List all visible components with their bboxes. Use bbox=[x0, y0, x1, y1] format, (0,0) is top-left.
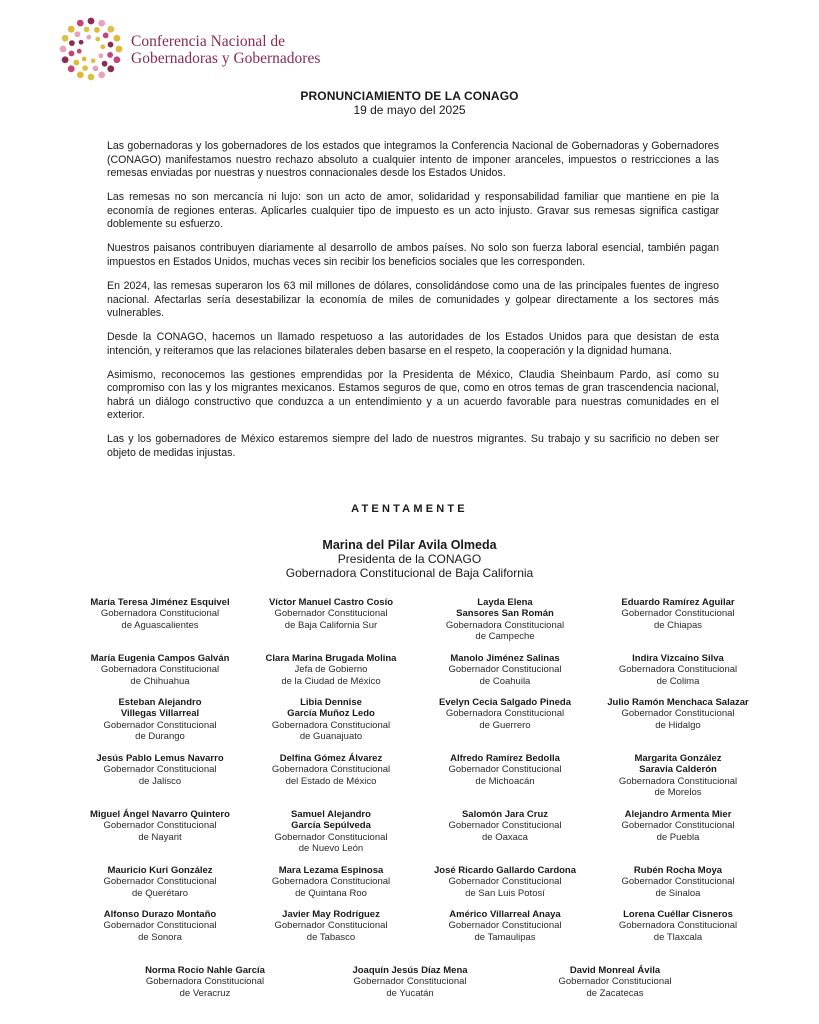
governor-office: de la Ciudad de México bbox=[281, 675, 381, 687]
governor-signature bbox=[448, 653, 561, 687]
governor-office: de Chihuahua bbox=[130, 675, 190, 687]
governor-office: Gobernadora Constitucional bbox=[445, 708, 565, 720]
governor-signature bbox=[90, 597, 229, 631]
organization-name bbox=[131, 33, 320, 67]
governor-name: Delfina Gómez Álvarez bbox=[279, 753, 383, 764]
governor-name: Sansores San Román bbox=[456, 608, 554, 620]
governor-signature bbox=[103, 697, 216, 743]
governor-office: de Tabasco bbox=[306, 931, 356, 943]
governor-signature bbox=[619, 909, 737, 943]
conago-flower-logo-icon bbox=[56, 15, 126, 83]
governor-office: Gobernador Constitucional bbox=[103, 876, 217, 888]
governor-office: de Tamaulipas bbox=[474, 931, 536, 943]
governor-office: Gobernadora Constitucional bbox=[618, 920, 738, 932]
governor-name: Alejandro Armenta Mier bbox=[624, 809, 732, 820]
governor-office: Gobernador Constitucional bbox=[448, 920, 562, 932]
governor-name: Indira Vizcaíno Silva bbox=[632, 653, 724, 664]
governor-name: David Monreal Ávila bbox=[569, 965, 661, 976]
governor-signature bbox=[607, 697, 749, 731]
governor-signature bbox=[439, 697, 571, 731]
governor-office: Gobernador Constitucional bbox=[621, 708, 735, 720]
president-name: Marina del Pilar Avila Olmeda bbox=[322, 538, 497, 552]
governor-name: Rubén Rocha Moya bbox=[633, 865, 723, 876]
governor-signature bbox=[266, 653, 397, 687]
governor-office: Gobernador Constitucional bbox=[448, 764, 562, 776]
governor-office: de Coahuila bbox=[479, 675, 531, 687]
governor-signature bbox=[352, 965, 467, 999]
closing-atentamente: ATENTAMENTE bbox=[351, 503, 468, 515]
president-title: Gobernadora Constitucional de Baja California bbox=[285, 566, 534, 580]
governor-name: Miguel Ángel Navarro Quintero bbox=[90, 809, 230, 820]
governor-signature bbox=[558, 965, 671, 999]
governor-name: Julio Ramón Menchaca Salazar bbox=[607, 697, 749, 708]
governor-name: Samuel Alejandro bbox=[291, 809, 371, 820]
governor-office: de Zacatecas bbox=[586, 987, 644, 999]
governor-name: Mara Lezama Espinosa bbox=[278, 865, 384, 876]
governor-office: de Jalisco bbox=[138, 775, 182, 787]
governor-name: Esteban Alejandro bbox=[118, 697, 202, 708]
governor-office: de Aguascalientes bbox=[121, 619, 199, 631]
governor-office: Gobernador Constitucional bbox=[621, 876, 735, 888]
paragraph: Nuestros paisanos contribuyen diariamente al desarrollo de ambos países. No solo son fuerza laboral esencial, también pagan impuestos en Estados Unidos, muchas veces sin recibir los beneficios sociales que les corresponden. bbox=[107, 242, 719, 268]
governor-signature bbox=[448, 753, 561, 787]
governor-name: María Eugenia Campos Galván bbox=[90, 653, 230, 664]
governor-office: Gobernador Constitucional bbox=[103, 820, 217, 832]
governor-office: Gobernadora Constitucional bbox=[445, 619, 565, 631]
governor-name: María Teresa Jiménez Esquivel bbox=[90, 597, 230, 608]
governor-name: Salomón Jara Cruz bbox=[461, 809, 549, 820]
document-title: PRONUNCIAMIENTO DE LA CONAGO bbox=[300, 89, 519, 103]
governor-name: Américo Villarreal Anaya bbox=[449, 909, 561, 920]
governor-office: Gobernador Constitucional bbox=[353, 976, 467, 988]
governor-office: de Quintana Roo bbox=[295, 887, 367, 899]
governor-office: de San Luis Potosí bbox=[465, 887, 545, 899]
governor-office: de Oaxaca bbox=[482, 831, 528, 843]
governor-office: de Veracruz bbox=[179, 987, 231, 999]
org-name-line-2: Gobernadoras y Gobernadores bbox=[131, 50, 321, 67]
governor-office: Gobernadora Constitucional bbox=[618, 664, 738, 676]
governor-signature bbox=[90, 809, 230, 843]
governor-signature bbox=[448, 809, 561, 843]
governor-office: Gobernadora Constitucional bbox=[271, 876, 391, 888]
governor-office: Gobernador Constitucional bbox=[621, 608, 735, 620]
governor-name: García Muñoz Ledo bbox=[287, 708, 375, 720]
governor-office: de Guanajuato bbox=[299, 731, 363, 743]
governor-office: Gobernadora Constitucional bbox=[618, 775, 738, 787]
paragraph: Asimismo, reconocemos las gestiones emprendidas por la Presidenta de México, Claudia Sheinbaum Pardo, así como su compromiso con las y los migrantes mexicanos. Estamos seguros de que, como en otros temas de gran trascendencia nacional, habrá un diálogo constructivo que conduzca a un entendimiento y a un acuerdo favorable para nuestras comunidades en el exterior. bbox=[107, 368, 719, 422]
governor-office: de Chiapas bbox=[653, 619, 703, 631]
governor-office: Gobernadora Constitucional bbox=[271, 719, 391, 731]
governor-name: Mauricio Kuri González bbox=[107, 865, 213, 876]
governor-office: Gobernador Constitucional bbox=[448, 820, 562, 832]
paragraph: Desde la CONAGO, hacemos un llamado respetuoso a las autoridades de los Estados Unidos para que desistan de esta intención, y reiteramos que las relaciones bilaterales deben basarse en el respeto, la cooperación y la dignidad humana. bbox=[107, 331, 719, 357]
governor-office: Gobernador Constitucional bbox=[558, 976, 672, 988]
governor-name: Margarita González bbox=[634, 753, 722, 764]
governor-name: García Sepúlveda bbox=[291, 820, 371, 832]
governor-name: Evelyn Cecia Salgado Pineda bbox=[439, 697, 571, 708]
governor-signature bbox=[96, 753, 223, 787]
governor-office: de Guerrero bbox=[479, 719, 531, 731]
governor-office: de Colima bbox=[656, 675, 700, 687]
governor-name: Javier May Rodríguez bbox=[282, 909, 380, 920]
governor-signature bbox=[621, 809, 734, 843]
governor-office: del Estado de México bbox=[285, 775, 377, 787]
governor-signature bbox=[434, 865, 576, 899]
governor-signature bbox=[619, 653, 737, 687]
governor-office: de Yucatán bbox=[386, 987, 434, 999]
governor-signature bbox=[619, 753, 737, 799]
governor-signature bbox=[621, 865, 734, 899]
governor-signature bbox=[145, 965, 265, 999]
governor-name: Alfonso Durazo Montaño bbox=[103, 909, 217, 920]
governor-name: Joaquín Jesús Díaz Mena bbox=[352, 965, 468, 976]
governor-office: Gobernador Constitucional bbox=[274, 831, 388, 843]
governor-office: de Puebla bbox=[656, 831, 700, 843]
document-date: 19 de mayo del 2025 bbox=[353, 103, 466, 117]
governor-office: de Campeche bbox=[475, 631, 535, 643]
president-signature-block bbox=[0, 538, 819, 580]
governor-signature bbox=[274, 809, 387, 855]
governor-office: de Morelos bbox=[654, 787, 702, 799]
governor-office: Gobernadora Constitucional bbox=[100, 608, 220, 620]
governor-name: Norma Rocío Nahle García bbox=[145, 965, 265, 976]
governor-office: de Sinaloa bbox=[655, 887, 701, 899]
governor-office: de Querétaro bbox=[132, 887, 188, 899]
governor-signature bbox=[103, 909, 216, 943]
governor-office: de Nayarit bbox=[138, 831, 182, 843]
governor-office: Gobernadora Constitucional bbox=[271, 764, 391, 776]
governor-office: Gobernador Constitucional bbox=[103, 920, 217, 932]
governor-office: Gobernador Constitucional bbox=[274, 608, 388, 620]
governor-name: Alfredo Ramírez Bedolla bbox=[450, 753, 560, 764]
governor-office: Gobernadora Constitucional bbox=[145, 976, 265, 988]
governor-signature bbox=[103, 865, 216, 899]
governor-office: Gobernador Constitucional bbox=[103, 764, 217, 776]
governor-signature bbox=[269, 597, 393, 631]
governor-name: Manolo Jiménez Salinas bbox=[450, 653, 560, 664]
governor-name: Libia Dennise bbox=[300, 697, 362, 708]
governor-office: Gobernador Constitucional bbox=[621, 820, 735, 832]
governor-signature bbox=[448, 909, 561, 943]
governor-signature bbox=[272, 753, 390, 787]
governor-name: Jesús Pablo Lemus Navarro bbox=[96, 753, 224, 764]
paragraph: En 2024, las remesas superaron los 63 mil millones de dólares, consolidándose como una de las principales fuentes de ingreso nacional. Afectarlas sería desestabilizar la economía de miles de comunidades y golpear directamente a los sectores más vulnerables. bbox=[107, 279, 719, 320]
paragraph: Las y los gobernadores de México estaremos siempre del lado de nuestros migrantes. Su trabajo y su sacrificio no deben ser objeto de medidas injustas. bbox=[107, 433, 719, 460]
governor-office: Gobernador Constitucional bbox=[448, 664, 562, 676]
governor-signature bbox=[621, 597, 734, 631]
governor-office: Gobernadora Constitucional bbox=[100, 664, 220, 676]
governor-name: Víctor Manuel Castro Cosío bbox=[268, 597, 394, 608]
governor-signature bbox=[91, 653, 230, 687]
governor-name: Clara Marina Brugada Molina bbox=[265, 653, 397, 664]
governor-office: Gobernador Constitucional bbox=[103, 719, 217, 731]
governor-name: Lorena Cuéllar Cisneros bbox=[623, 909, 733, 920]
document-body bbox=[107, 140, 719, 471]
governor-office: de Nuevo León bbox=[298, 843, 364, 855]
governor-office: de Durango bbox=[135, 731, 185, 743]
governor-office: Jefa de Gobierno bbox=[294, 664, 368, 676]
governor-signature bbox=[272, 697, 390, 743]
governor-office: de Tlaxcala bbox=[653, 931, 703, 943]
org-name-line-1: Conferencia Nacional de bbox=[131, 33, 286, 50]
governor-name: Saravia Calderón bbox=[639, 764, 717, 776]
president-role: Presidenta de la CONAGO bbox=[337, 552, 482, 566]
governor-office: de Sonora bbox=[138, 931, 182, 943]
governor-signature bbox=[272, 865, 390, 899]
governor-name: Layda Elena bbox=[477, 597, 533, 608]
governor-signature bbox=[274, 909, 387, 943]
governor-name: Eduardo Ramírez Aguilar bbox=[621, 597, 735, 608]
governor-name: José Ricardo Gallardo Cardona bbox=[433, 865, 577, 876]
governor-signature bbox=[446, 597, 564, 643]
governor-office: de Hidalgo bbox=[655, 719, 701, 731]
title-block bbox=[0, 89, 819, 117]
governor-name: Villegas Villarreal bbox=[120, 708, 200, 720]
governor-office: Gobernador Constitucional bbox=[448, 876, 562, 888]
governor-office: de Baja California Sur bbox=[284, 619, 378, 631]
paragraph: Las gobernadoras y los gobernadores de los estados que integramos la Conferencia Nacional de Gobernadoras y Gobernadores (CONAGO) manifestamos nuestro rechazo absoluto a cualquier intento de imponer aranceles, impuestos o restricciones a las remesas enviadas por nuestras y nuestros connacionales desde los Estados Unidos. bbox=[107, 140, 719, 180]
governor-office: de Michoacán bbox=[475, 775, 535, 787]
paragraph: Las remesas no son mercancía ni lujo: son un acto de amor, solidaridad y responsabilidad familiar que mantiene en pie la economía de regiones enteras. Aplicarles cualquier tipo de impuesto es un acto injusto. Gravar sus remesas significa castigar doblemente su esfuerzo. bbox=[107, 191, 719, 231]
governor-office: Gobernador Constitucional bbox=[274, 920, 388, 932]
